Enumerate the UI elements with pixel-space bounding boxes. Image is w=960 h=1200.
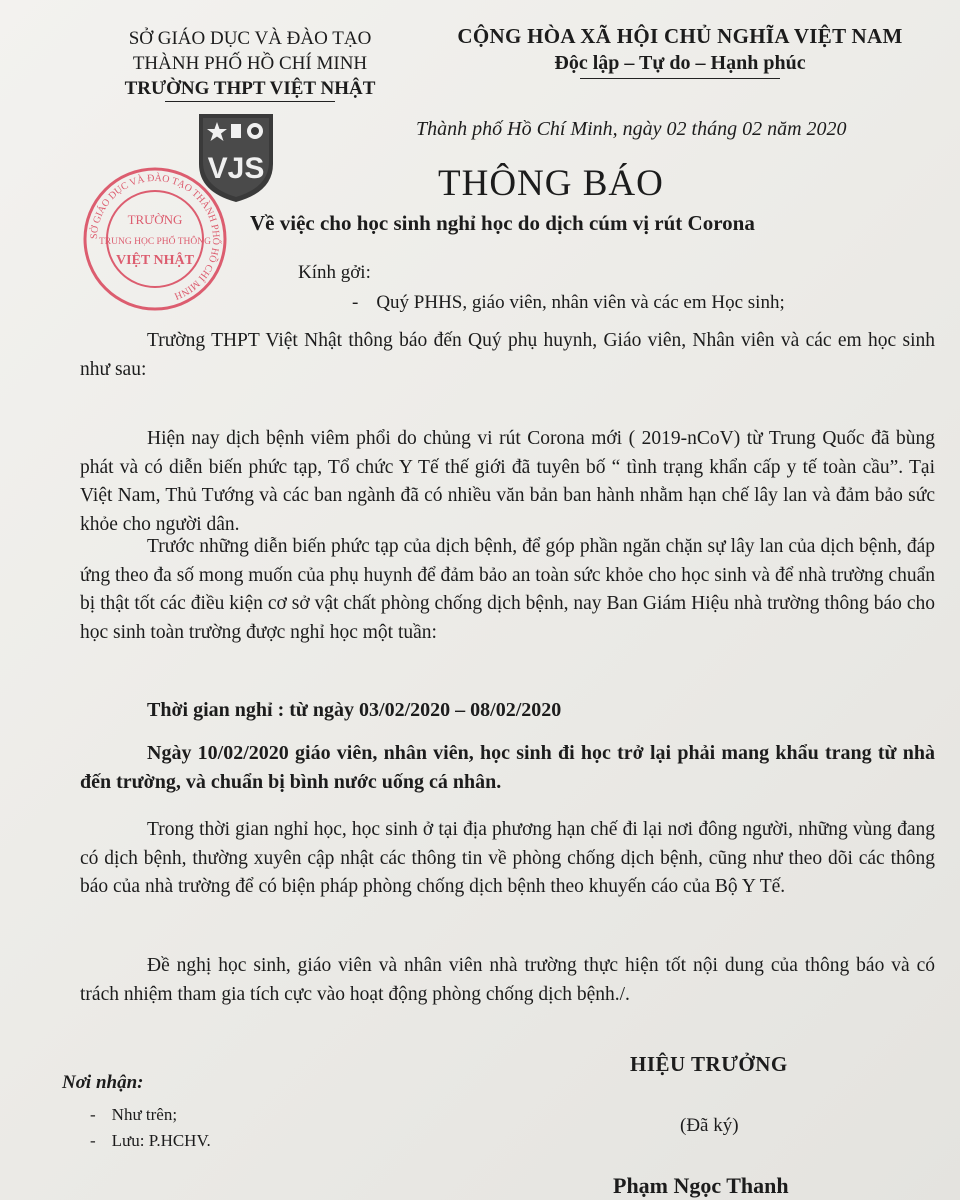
stamp-center-line2: TRUNG HỌC PHỔ THÔNG [99,237,211,247]
recipient-item: - Như trên; [90,1102,211,1128]
document-title: THÔNG BÁO [438,163,664,204]
logo-text: VJS [207,152,265,185]
national-header [430,22,930,79]
school-underline [165,101,335,102]
signature-title: HIỆU TRƯỞNG [630,1052,788,1076]
motto-underline [580,78,780,79]
recipients-list [90,1102,211,1154]
red-seal-stamp-icon [80,164,230,314]
city-name: THÀNH PHỐ HỒ CHÍ MINH [132,53,368,74]
national-motto: Độc lập – Tự do – Hạnh phúc [554,52,806,74]
stamp-center-line1: TRƯỜNG [127,212,183,227]
paragraph-situation: Hiện nay dịch bệnh viêm phổi do chủng vi rút Corona mới ( 2019-nCoV) từ Trung Quốc đã bùng phát và có diễn biến phức tạp, Tổ chức Y Tế thế giới đã tuyên bố “ tình trạng khẩn cấp y tế toàn cầu”. Tại Việt Nam, Thủ Tướng và các ban ngành đã có nhiều văn bản ban hành nhằm hạn chế lây lan và đảm bảo sức khỏe cho người dân. [80,428,935,535]
recipient-text: Quý PHHS, giáo viên, nhân viên và các em Học sinh; [376,292,785,313]
recipient-line [352,292,785,314]
nation-name: CỘNG HÒA XÃ HỘI CHỦ NGHĨA VIỆT NAM [457,24,903,48]
signer-name: Phạm Ngọc Thanh [613,1173,789,1198]
paragraph-return: Ngày 10/02/2020 giáo viên, nhân viên, học sinh đi học trở lại phải mang khẩu trang từ nhà đến trường, và chuẩn bị bình nước uống cá nhân. [80,742,935,793]
school-name: TRƯỜNG THPT VIỆT NHẬT [124,78,376,99]
date-line: Thành phố Hồ Chí Minh, ngày 02 tháng 02 năm 2020 [416,118,847,140]
paragraph-break-dates: Thời gian nghỉ : từ ngày 03/02/2020 – 08/02/2020 [147,699,562,721]
greeting: Kính gởi: [298,262,371,283]
stamp-ring-text: SỞ GIÁO DỤC VÀ ĐÀO TẠO THÀNH PHỐ HỒ CHÍ MINH [88,172,222,302]
recipient-item: - Lưu: P.HCHV. [90,1128,211,1154]
stamp-center-line3: VIỆT NHẬT [116,253,194,268]
document-subtitle: Về việc cho học sinh nghỉ học do dịch cúm vị rút Corona [250,211,755,235]
recipient-dash: - [352,292,359,313]
paragraph-intro: Trường THPT Việt Nhật thông báo đến Quý phụ huynh, Giáo viên, Nhân viên và các em học sinh như sau: [80,330,935,380]
recipients-title: Nơi nhận: [62,1072,144,1093]
signed-note: (Đã ký) [680,1115,739,1136]
paragraph-decision: Trước những diễn biến phức tạp của dịch bệnh, để góp phần ngăn chặn sự lây lan của dịch bệnh, đáp ứng theo đa số mong muốn của phụ huynh để đảm bảo an toàn sức khỏe cho học sinh và để nhà trường chuẩn bị thật tốt các điều kiện cơ sở vật chất phòng chống dịch bệnh, nay Ban Giám Hiệu nhà trường thông báo cho học sinh toàn trường được nghỉ học một tuần: [80,536,935,643]
paragraph-guidance: Trong thời gian nghỉ học, học sinh ở tại địa phương hạn chế đi lại nơi đông người, những vùng đang có dịch bệnh, thường xuyên cập nhật các thông tin về phòng chống dịch bệnh, cũng như theo dõi các thông báo của nhà trường để có biện pháp phòng chống dịch bệnh theo khuyến cáo của Bộ Y Tế. [80,819,935,897]
paragraph-request: Đề nghị học sinh, giáo viên và nhân viên nhà trường thực hiện tốt nội dung của thông báo và có trách nhiệm tham gia tích cực vào hoạt động phòng chống dịch bệnh./. [80,955,935,1005]
issuing-authority-header [80,26,420,102]
department-name: SỞ GIÁO DỤC VÀ ĐÀO TẠO [128,28,372,49]
